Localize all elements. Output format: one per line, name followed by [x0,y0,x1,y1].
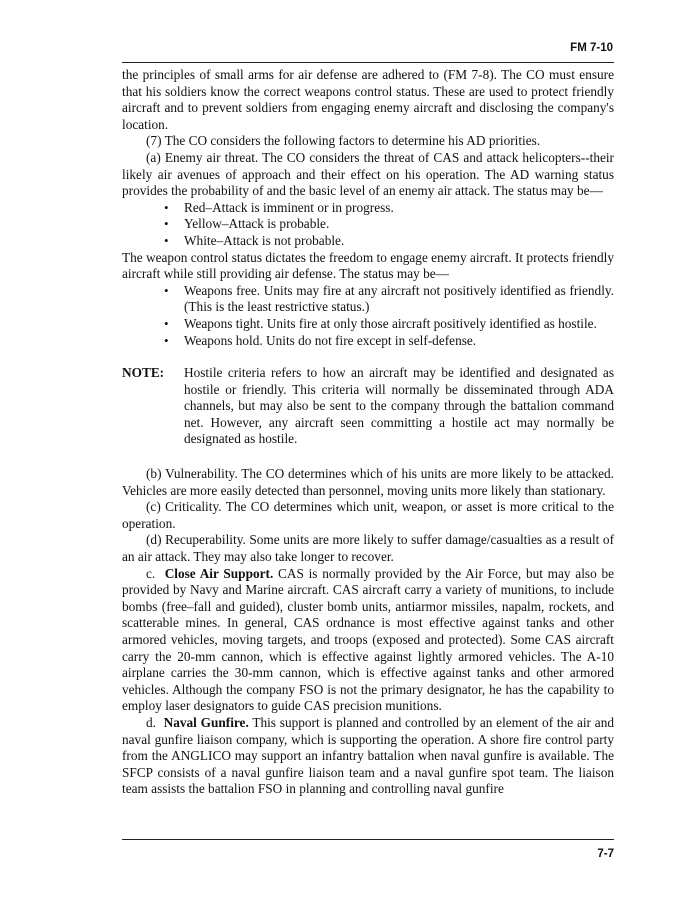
intro-paragraph: the principles of small arms for air defense are adhered to (FM 7-8). The CO must ensure that his soldiers know the correct weapons control status. These are used to protect friendly aircraft and to prevent soldiers from engaging enemy aircraft and disclosing the company's location. [122,67,614,132]
paragraph-c-criticality: (c) Criticality. The CO determines which unit, weapon, or asset is more critical to the operation. [122,499,614,531]
warning-status-list [122,200,614,250]
weapon-status-list [122,283,614,349]
page-number: 7-7 [597,848,614,860]
list-item: • Weapons hold. Units do not fire except in self-defense. [184,333,614,350]
paragraph-b-vulnerability: (b) Vulnerability. The CO determines which of his units are more likely to be attacked. Vehicles are more easily detected than personnel, moving units more likely than stationary. [122,466,614,498]
document-id: FM 7-10 [570,42,613,54]
list-item: • Weapons free. Units may fire at any aircraft not positively identified as friendly. (This is the least restrictive status.) [184,283,614,316]
note-label: NOTE: [122,365,165,381]
section-heading: Close Air Support. [164,565,274,581]
list-item: • White–Attack is not probable. [184,233,614,250]
weapon-control-paragraph: The weapon control status dictates the freedom to engage enemy aircraft. It protects friendly aircraft while still providing air defense. The status may be— [122,249,614,282]
section-marker: d. [146,714,156,730]
list-item: • Red–Attack is imminent or in progress. [184,200,614,217]
footer-rule [122,839,614,840]
paragraph-d-recuperability: (d) Recuperability. Some units are more likely to suffer damage/casualties as a result of an air attack. They may also take longer to recover. [122,532,614,565]
section-text: This support is planned and controlled by an element of the air and naval gunfire liaison company, which is supporting the operation. A shore fire control party from the ANGLICO may support an infantry battalion when naval gunfire is available. The SFCP consists of a naval gunfire liaison team and a naval gunfire spot team. The liaison team assists the battalion FSO in planning and controlling naval gunfire [122,714,614,797]
note-text: Hostile criteria refers to how an aircraft may be identified and designated as hostile or friendly. This criteria will normally be disseminated through ADA channels, but may also be sent to the company through the battalion command net. However, any aircraft seen committing a hostile act may normally be designated as hostile. [184,365,614,447]
list-item: • Weapons tight. Units fire at only those aircraft positively identified as hostile. [184,316,614,333]
page-body [122,67,614,798]
paragraph-a-enemy-air-threat: (a) Enemy air threat. The CO considers the threat of CAS and attack helicopters--their likely air avenues of approach and their effect on his operation. The AD warning status provides the probability of and the basic level of an enemy air attack. The status may be— [122,149,614,199]
section-heading: Naval Gunfire. [163,714,249,730]
paragraph-7: (7) The CO considers the following factors to determine his AD priorities. [146,133,541,149]
naval-gunfire-paragraph [122,715,614,798]
close-air-support-paragraph [122,566,614,715]
section-marker: c. [146,565,156,581]
note-block [122,365,614,448]
list-item: • Yellow–Attack is probable. [184,216,614,233]
spacer [122,448,614,466]
section-text: CAS is normally provided by the Air Force, but may also be provided by Navy and Marine aircraft. CAS aircraft carry a variety of munitions, to include bombs (free–fall and guided), cluster bomb units, antiarmor missiles, napalm, rockets, and scatterable mines. In general, CAS ordnance is most effective against tanks and other armored vehicles, moving targets, and troops (exposed and protected). Some CAS aircraft carry the 20-mm cannon, which is effective against lightly armored vehicles. The A-10 airplane carries the 30-mm cannon, which is effective against tanks and other armored vehicles. Although the company FSO is not the primary designator, he has the capability to employ laser designators to guide CAS precision munitions. [122,565,614,714]
page-header [122,38,614,63]
